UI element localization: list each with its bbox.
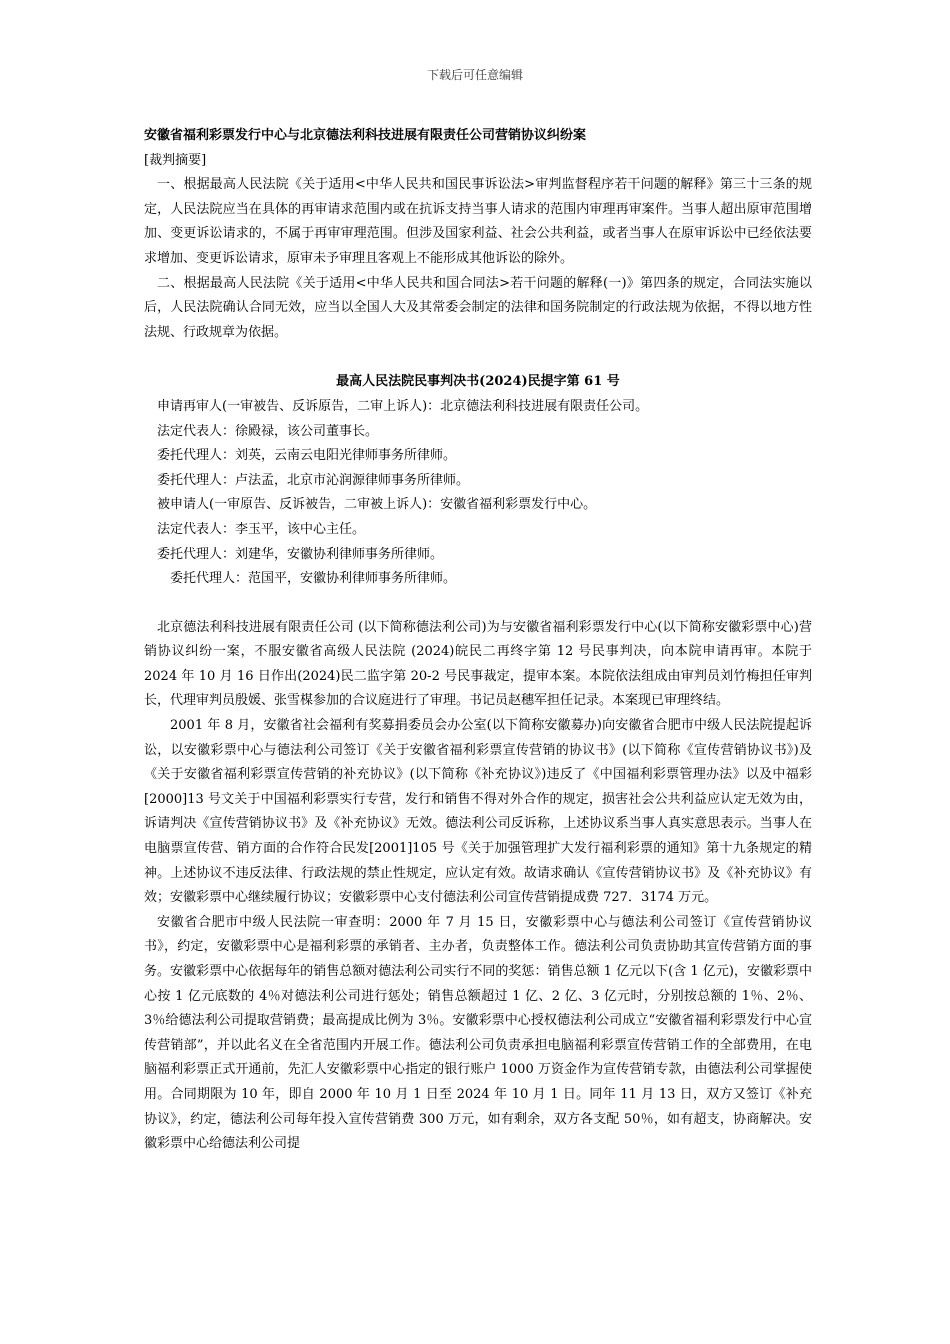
party-line: 委托代理人：卢法孟，北京市沁润源律师事务所律师。	[157, 472, 470, 488]
party-line: 法定代表人：李玉平，该中心主任。	[157, 521, 366, 537]
document-body	[144, 124, 812, 1157]
body-paragraph: 北京德法利科技进展有限责任公司 (以下简称德法利公司)为与安徽省福利彩票发行中心(以下简称安徽彩票中心)营销协议纠纷一案，不服安徽省高级人民法院 (2024)皖民二再终字第 12 号民事判决，向本院申请再审。本院于 2024 年 10 月 16 日作出(2024)民二监字第 20-2 号民事裁定，提审本案。本院依法组成由审判员刘竹梅担任审判长，代理审判员殷媛、张雪楳参加的合议庭进行了审理。书记员赵穗军担任记录。本案现已审理终结。	[144, 619, 812, 709]
party-line: 法定代表人：徐殿禄，该公司董事长。	[157, 423, 379, 439]
spacer	[144, 592, 812, 616]
party-line: 委托代理人：刘建华，安徽协利律师事务所律师。	[157, 546, 444, 562]
summary-label: [裁判摘要]	[144, 152, 207, 168]
party-line: 申请再审人(一审被告、反诉原告，二审上诉人)：北京德法利科技进展有限责任公司。	[157, 398, 649, 414]
download-note: 下载后可任意编辑	[426, 68, 523, 82]
case-title: 安徽省福利彩票发行中心与北京德法利科技进展有限责任公司营销协议纠纷案	[144, 128, 587, 143]
summary-point-2: 二、根据最高人民法院《关于适用<中华人民共和国合同法>若干问题的解释(一)》第四条的规定，合同法实施以后，人民法院确认合同无效，应当以全国人大及其常委会制定的法律和国务院制定的行政法规为依据，不得以地方性法规、行政规章为依据。	[144, 275, 812, 340]
party-line: 委托代理人：刘英，云南云电阳光律师事务所律师。	[157, 448, 457, 464]
summary-point-1: 一、根据最高人民法院《关于适用<中华人民共和国民事诉讼法>审判监督程序若干问题的解释》第三十三条的规定，人民法院应当在具体的再审请求范围内或在抗诉支持当事人请求的范围内审理再审案件。当事人超出原审范围增加、变更诉讼请求的，不属于再审审理范围。但涉及国家利益、社会公共利益，或者当事人在原审诉讼中已经依法要求增加、变更诉讼请求，原审未予审理且客观上不能形成其他诉讼的除外。	[144, 177, 812, 266]
body-paragraph: 安徽省合肥市中级人民法院一审查明：2000 年 7 月 15 日，安徽彩票中心与德法利公司签订《宣传营销协议书》，约定，安徽彩票中心是福利彩票的承销者、主办者，负责整体工作。德法利公司负责协助其宣传营销方面的事务。安徽彩票中心依据每年的销售总额对德法利公司实行不同的奖惩：销售总额 1 亿元以下(含 1 亿元)，安徽彩票中心按 1 亿元底数的 4％对德法利公司进行惩处；销售总额超过 1 亿、2 亿、3 亿元时，分别按总额的 1％、2％、3％给德法利公司提取营销费；最高提成比例为 3％。安徽彩票中心授权德法利公司成立“安徽省福利彩票发行中心宣传营销部”，并以此名义在全省范围内开展工作。德法利公司负责承担电脑福利彩票宣传营销工作的全部费用，在电脑福利彩票正式开通前，先汇人安徽彩票中心指定的银行账户 1000 万资金作为宣传营销专款，由德法利公司掌握使用。合同期限为 10 年，即自 2000 年 10 月 1 日至 2024 年 10 月 1 日。同年 11 月 13 日，双方又签订《补充协议》，约定，德法利公司每年投入宣传营销费 300 万元，如有剩余，双方各支配 50％，如有超支，协商解决。安徽彩票中心给德法利公司提	[144, 914, 812, 1152]
judgment-title: 最高人民法院民事判决书(2024)民提字第 61 号	[336, 374, 620, 390]
party-line: 被申请人(一审原告、反诉被告，二审被上诉人)：安徽省福利彩票发行中心。	[157, 497, 597, 513]
party-line: 委托代理人：范国平，安徽协利律师事务所律师。	[170, 571, 457, 587]
body-paragraph: 2001 年 8 月，安徽省社会福利有奖募捐委员会办公室(以下简称安徽募办)向安徽省合肥市中级人民法院提起诉讼，以安徽彩票中心与德法利公司签订《关于安徽省福利彩票宣传营销的协议书》(以下简称《宣传营销协议书》)及《关于安徽省福利彩票宣传营销的补充协议》(以下简称《补充协议》)违反了《中国福利彩票管理办法》以及中福彩[2000]13 号文关于中国福利彩票实行专营，发行和销售不得对外合作的规定，损害社会公共利益应认定无效为由，诉请判决《宣传营销协议书》及《补充协议》无效。德法利公司反诉称，上述协议系当事人真实意思表示。当事人在电脑票宣传营、销方面的合作符合民发[2001]105 号《关于加强管理扩大发行福利彩票的通知》第十九条规定的精神。上述协议不违反法律、行政法规的禁止性规定，应认定有效。故请求确认《宣传营销协议书》及《补充协议》有效；安徽彩票中心继续履行协议；安徽彩票中心支付德法利公司宣传营销提成费 727．3174 万元。	[144, 718, 812, 906]
